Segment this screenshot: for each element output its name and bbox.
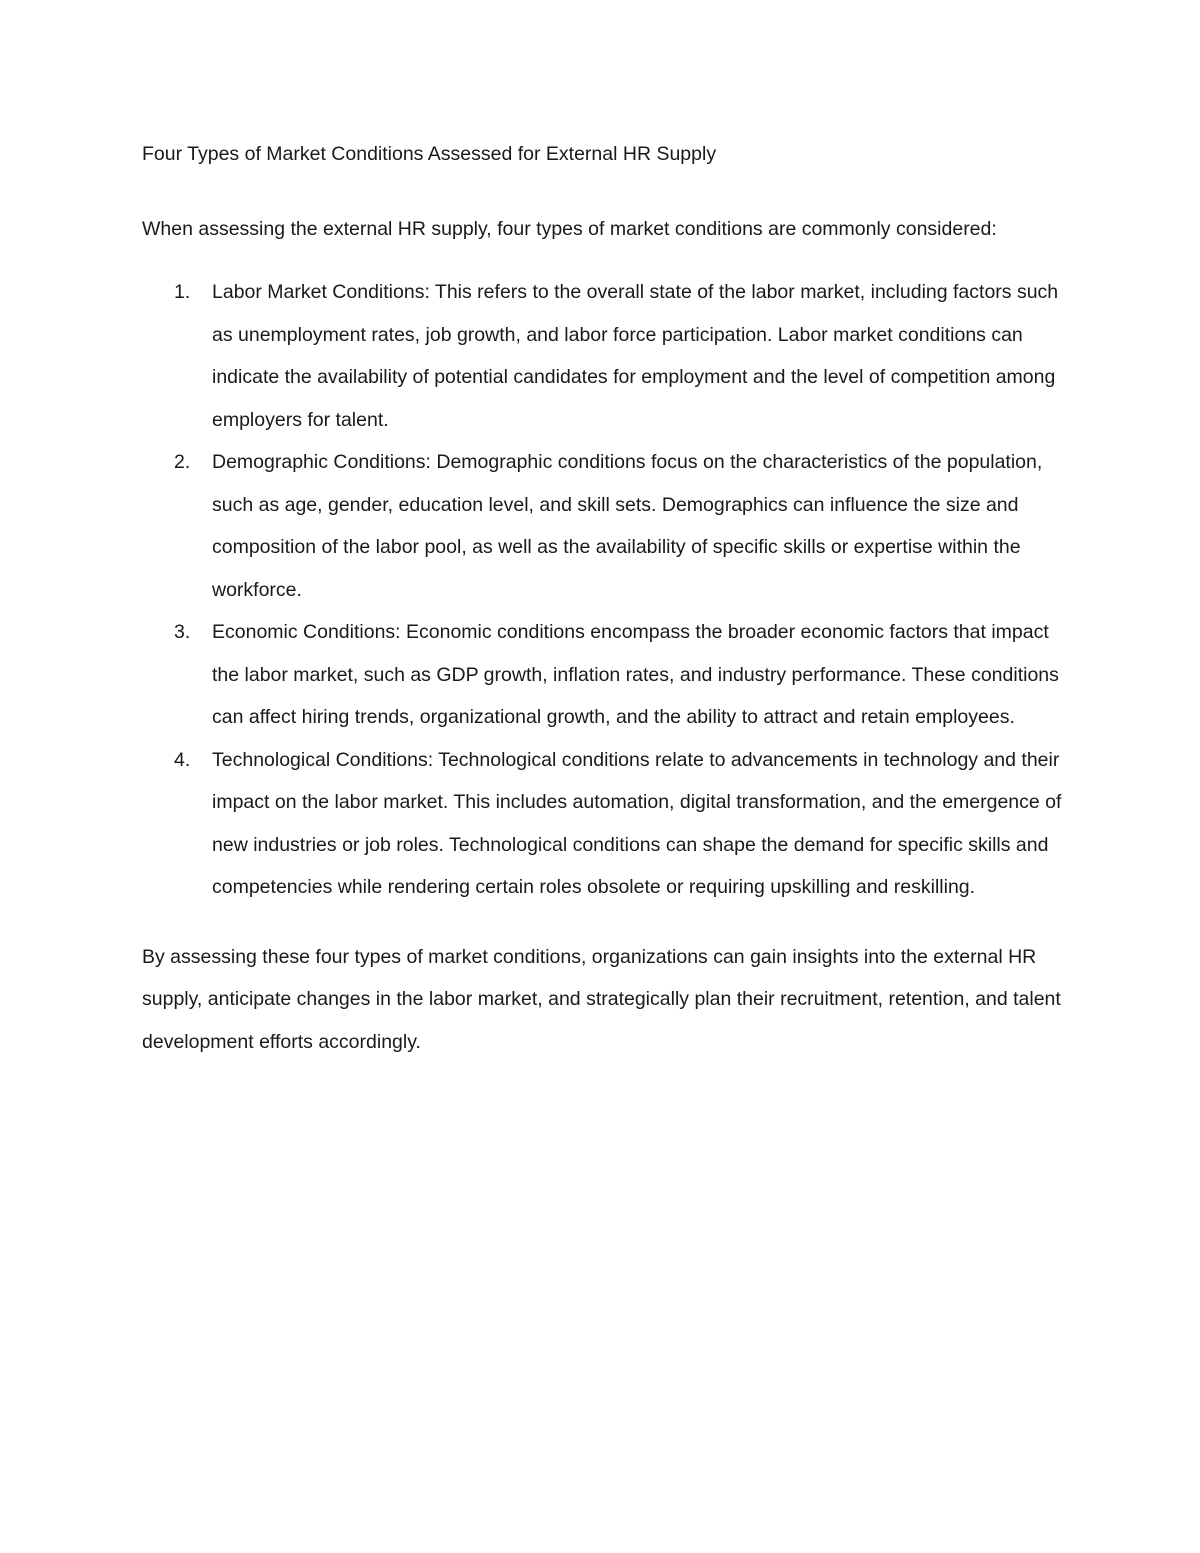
conditions-list — [142, 271, 1062, 909]
list-item-text: Labor Market Conditions: This refers to the overall state of the labor market, including factors such as unemployment rates, job growth, and labor force participation. Labor market conditions can indicate the availability of potential candidates for employment and the level of competition among employers for talent. — [212, 281, 1059, 431]
intro-paragraph: When assessing the external HR supply, four types of market conditions are commonly considered: — [142, 218, 997, 240]
list-item-text: Economic Conditions: Economic conditions encompass the broader economic factors that impact the labor market, such as GDP growth, inflation rates, and industry performance. These conditions can affect hiring trends, organizational growth, and the ability to attract and retain employees. — [212, 621, 1059, 728]
list-item — [142, 271, 1062, 441]
list-item-text: Technological Conditions: Technological conditions relate to advancements in technology and their impact on the labor market. This includes automation, digital transformation, and the emergence of new industries or job roles. Technological conditions can shape the demand for specific skills and competencies while rendering certain roles obsolete or requiring upskilling and reskilling. — [212, 748, 1062, 898]
list-item-number: 1. — [174, 281, 191, 303]
list-item-number: 4. — [174, 748, 191, 771]
list-item — [142, 441, 1062, 611]
list-item — [142, 611, 1062, 739]
list-item-text: Demographic Conditions: Demographic conditions focus on the characteristics of the population, such as age, gender, education level, and skill sets. Demographics can influence the size and composition of the labor pool, as well as the availability of specific skills or expertise within the workforce. — [212, 451, 1043, 601]
document-body — [142, 138, 1062, 1063]
list-item — [142, 739, 1062, 909]
list-item-number: 2. — [174, 451, 191, 473]
list-item-number: 3. — [174, 621, 191, 643]
conclusion-paragraph: By assessing these four types of market conditions, organizations can gain insights into the external HR supply, anticipate changes in the labor market, and strategically plan their recruitment, retention, and talent development efforts accordingly. — [142, 945, 1061, 1053]
document-title: Four Types of Market Conditions Assessed for External HR Supply — [142, 143, 717, 165]
